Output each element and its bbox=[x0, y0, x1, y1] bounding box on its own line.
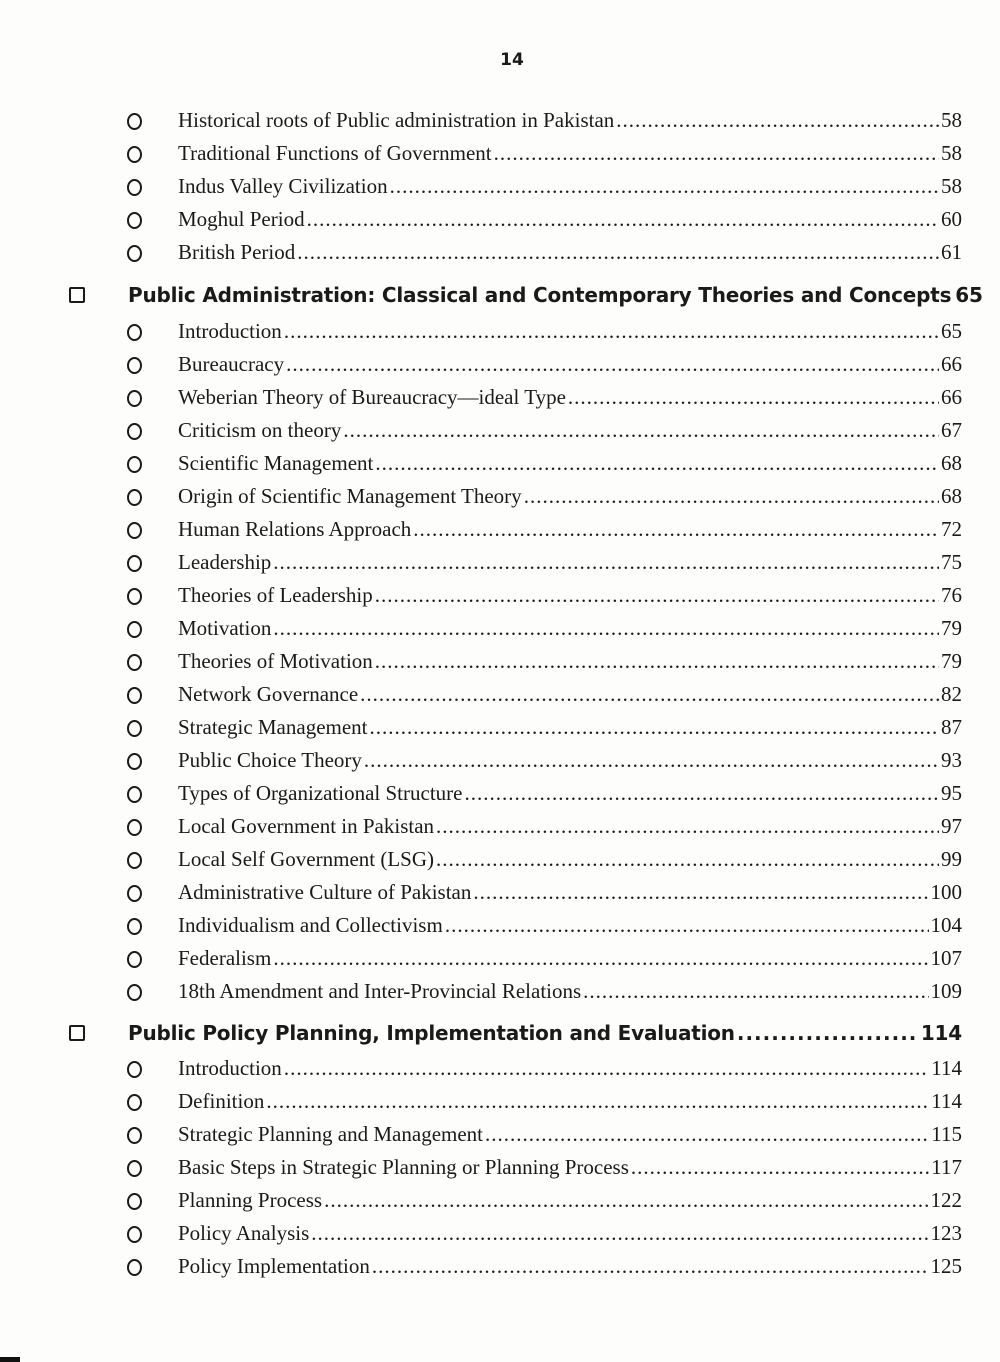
dot-leader bbox=[286, 348, 939, 381]
circle-bullet-icon bbox=[127, 621, 142, 638]
toc-entry-page: 115 bbox=[931, 1122, 962, 1146]
dot-leader bbox=[375, 645, 939, 678]
toc-entry-title: Types of Organizational Structure bbox=[178, 781, 463, 805]
toc-entry-title: Strategic Management bbox=[178, 715, 368, 739]
scan-edge-mark bbox=[0, 1357, 20, 1362]
toc-entry bbox=[178, 480, 962, 513]
circle-bullet-icon bbox=[127, 786, 142, 803]
dot-leader bbox=[284, 1052, 929, 1085]
circle-bullet-icon bbox=[127, 720, 142, 737]
toc-entry bbox=[178, 315, 962, 348]
toc-entry-page: 68 bbox=[941, 451, 962, 475]
dot-leader bbox=[273, 612, 939, 645]
dot-leader bbox=[436, 843, 939, 876]
toc-entry-title: Indus Valley Civilization bbox=[178, 174, 388, 198]
toc-entry-page: 104 bbox=[930, 913, 962, 937]
dot-leader bbox=[473, 876, 928, 909]
circle-bullet-icon bbox=[127, 951, 142, 968]
toc-entry-page: 95 bbox=[941, 781, 962, 805]
circle-bullet-icon bbox=[127, 179, 142, 196]
toc-entry-title: Theories of Leadership bbox=[178, 583, 373, 607]
toc-entry bbox=[178, 104, 962, 137]
dot-leader bbox=[413, 513, 939, 546]
circle-bullet-icon bbox=[127, 1193, 142, 1210]
circle-bullet-icon bbox=[127, 456, 142, 473]
toc-entry-title: Local Self Government (LSG) bbox=[178, 847, 435, 871]
toc-entry bbox=[178, 1118, 962, 1151]
toc-entry bbox=[178, 203, 962, 236]
toc-entry-page: 58 bbox=[941, 141, 962, 165]
toc-entry-page: 68 bbox=[941, 484, 962, 508]
circle-bullet-icon bbox=[127, 390, 142, 407]
circle-bullet-icon bbox=[127, 212, 142, 229]
dot-leader bbox=[273, 546, 939, 579]
toc-entry-title: Individualism and Collectivism bbox=[178, 913, 443, 937]
toc-entry-page: 122 bbox=[930, 1188, 962, 1212]
toc-entry-title: Weberian Theory of Bureaucracy—ideal Type bbox=[178, 385, 566, 409]
toc-entry-title: Basic Steps in Strategic Planning or Planning Process bbox=[178, 1155, 629, 1179]
circle-bullet-icon bbox=[127, 489, 142, 506]
toc-entry bbox=[178, 876, 962, 909]
dot-leader bbox=[485, 1118, 929, 1151]
toc-entry-page: 75 bbox=[941, 550, 962, 574]
toc-entry bbox=[178, 137, 962, 170]
toc-entry bbox=[178, 612, 962, 645]
toc-entry bbox=[178, 810, 962, 843]
toc-entry bbox=[178, 513, 962, 546]
dot-leader bbox=[372, 1250, 929, 1283]
toc-entry-title: Public Choice Theory bbox=[178, 748, 362, 772]
dot-leader bbox=[266, 1085, 929, 1118]
toc-entry bbox=[178, 414, 962, 447]
dot-leader bbox=[436, 810, 939, 843]
dot-leader bbox=[284, 315, 939, 348]
toc-entry-page: 99 bbox=[941, 847, 962, 871]
toc-section-title: Public Policy Planning, Implementation and Evaluation bbox=[128, 1021, 735, 1045]
toc-entry-title: Origin of Scientific Management Theory bbox=[178, 484, 522, 508]
circle-bullet-icon bbox=[127, 555, 142, 572]
toc-entry-title: Administrative Culture of Pakistan bbox=[178, 880, 472, 904]
toc-section bbox=[128, 1017, 962, 1050]
toc-entry-page: 67 bbox=[941, 418, 962, 442]
toc-entry bbox=[178, 777, 962, 810]
dot-leader bbox=[324, 1184, 928, 1217]
toc-entry bbox=[178, 546, 962, 579]
toc-entry-page: 87 bbox=[941, 715, 962, 739]
toc-entry-title: Network Governance bbox=[178, 682, 359, 706]
circle-bullet-icon bbox=[127, 522, 142, 539]
toc-entry-page: 100 bbox=[930, 880, 962, 904]
toc-entry bbox=[178, 1250, 962, 1283]
toc-entry-page: 60 bbox=[941, 207, 962, 231]
toc-entry-title: Definition bbox=[178, 1089, 265, 1113]
circle-bullet-icon bbox=[127, 1127, 142, 1144]
toc-entry bbox=[178, 942, 962, 975]
toc-entry-page: 61 bbox=[941, 240, 962, 264]
toc-entry-title: Theories of Motivation bbox=[178, 649, 373, 673]
dot-leader bbox=[583, 975, 928, 1008]
dot-leader bbox=[370, 711, 939, 744]
toc-entry-page: 58 bbox=[941, 174, 962, 198]
toc-entry-page: 114 bbox=[931, 1089, 962, 1113]
square-bullet-icon bbox=[69, 287, 85, 303]
circle-bullet-icon bbox=[127, 852, 142, 869]
toc-entry-page: 114 bbox=[931, 1056, 962, 1080]
toc-entry bbox=[178, 678, 962, 711]
toc-entry-title: Motivation bbox=[178, 616, 272, 640]
circle-bullet-icon bbox=[127, 324, 142, 341]
circle-bullet-icon bbox=[127, 357, 142, 374]
toc-entry bbox=[178, 843, 962, 876]
toc-entry-title: Scientific Management bbox=[178, 451, 374, 475]
dot-leader bbox=[445, 909, 929, 942]
dot-leader bbox=[631, 1151, 929, 1184]
dot-leader bbox=[297, 236, 939, 269]
toc-entry-page: 109 bbox=[930, 979, 962, 1003]
circle-bullet-icon bbox=[127, 819, 142, 836]
toc-entry-page: 66 bbox=[941, 352, 962, 376]
circle-bullet-icon bbox=[127, 1259, 142, 1276]
toc-entry-title: Local Government in Pakistan bbox=[178, 814, 435, 838]
dot-leader bbox=[375, 447, 939, 480]
toc-entry bbox=[178, 1217, 962, 1250]
toc-entry bbox=[178, 1184, 962, 1217]
circle-bullet-icon bbox=[127, 113, 142, 130]
toc-entry-title: Human Relations Approach bbox=[178, 517, 412, 541]
circle-bullet-icon bbox=[127, 654, 142, 671]
toc-entry bbox=[178, 1085, 962, 1118]
circle-bullet-icon bbox=[127, 753, 142, 770]
dot-leader bbox=[568, 381, 939, 414]
circle-bullet-icon bbox=[127, 245, 142, 262]
toc-entry-page: 97 bbox=[941, 814, 962, 838]
toc-entry-page: 79 bbox=[941, 649, 962, 673]
toc-entry bbox=[178, 348, 962, 381]
square-bullet-icon bbox=[69, 1025, 85, 1041]
toc-entry-title: Moghul Period bbox=[178, 207, 305, 231]
toc-entry-page: 58 bbox=[941, 108, 962, 132]
dot-leader bbox=[616, 104, 939, 137]
circle-bullet-icon bbox=[127, 423, 142, 440]
toc-entry bbox=[178, 744, 962, 777]
toc-entry-page: 66 bbox=[941, 385, 962, 409]
circle-bullet-icon bbox=[127, 918, 142, 935]
dot-leader bbox=[390, 170, 939, 203]
toc-entry-page: 82 bbox=[941, 682, 962, 706]
circle-bullet-icon bbox=[127, 146, 142, 163]
circle-bullet-icon bbox=[127, 1226, 142, 1243]
dot-leader bbox=[464, 777, 939, 810]
toc-entry-title: Leadership bbox=[178, 550, 272, 574]
toc-entry bbox=[178, 447, 962, 480]
toc-entry-page: 76 bbox=[941, 583, 962, 607]
circle-bullet-icon bbox=[127, 1061, 142, 1078]
dot-leader bbox=[524, 480, 939, 513]
toc-entry-page: 72 bbox=[941, 517, 962, 541]
circle-bullet-icon bbox=[127, 885, 142, 902]
toc-entry-page: 123 bbox=[930, 1221, 962, 1245]
toc-section-page: 65 bbox=[955, 283, 983, 307]
toc-entry-title: Traditional Functions of Government bbox=[178, 141, 492, 165]
toc-entry-title: Introduction bbox=[178, 1056, 282, 1080]
page-number: 14 bbox=[500, 50, 524, 70]
toc-entry bbox=[178, 579, 962, 612]
dot-leader bbox=[360, 678, 939, 711]
toc-entry bbox=[178, 909, 962, 942]
toc-entry bbox=[178, 236, 962, 269]
toc-entry bbox=[178, 975, 962, 1008]
toc-entry bbox=[178, 1052, 962, 1085]
dot-leader bbox=[375, 579, 939, 612]
toc-section-title: Public Administration: Classical and Contemporary Theories and Concepts bbox=[128, 283, 952, 307]
toc-entry-title: Introduction bbox=[178, 319, 282, 343]
toc-entry bbox=[178, 381, 962, 414]
toc-entry-page: 117 bbox=[931, 1155, 962, 1179]
toc-entry-page: 79 bbox=[941, 616, 962, 640]
toc-entry bbox=[178, 1151, 962, 1184]
circle-bullet-icon bbox=[127, 687, 142, 704]
dot-leader bbox=[311, 1217, 928, 1250]
dot-leader bbox=[494, 137, 939, 170]
dot-leader bbox=[364, 744, 939, 777]
circle-bullet-icon bbox=[127, 1094, 142, 1111]
toc-entry-title: Bureaucracy bbox=[178, 352, 285, 376]
dot-leader bbox=[737, 1017, 919, 1050]
toc-entry-page: 93 bbox=[941, 748, 962, 772]
circle-bullet-icon bbox=[127, 1160, 142, 1177]
toc-entry-page: 107 bbox=[930, 946, 962, 970]
toc-entry-title: Strategic Planning and Management bbox=[178, 1122, 484, 1146]
toc-entry-title: Policy Analysis bbox=[178, 1221, 310, 1245]
toc-entry-title: Federalism bbox=[178, 946, 272, 970]
dot-leader bbox=[307, 203, 939, 236]
toc-entry bbox=[178, 711, 962, 744]
toc-entry bbox=[178, 645, 962, 678]
circle-bullet-icon bbox=[127, 588, 142, 605]
toc-entry-title: 18th Amendment and Inter-Provincial Relations bbox=[178, 979, 582, 1003]
toc-entry-title: Policy Implementation bbox=[178, 1254, 370, 1278]
toc-entry-page: 125 bbox=[930, 1254, 962, 1278]
dot-leader bbox=[273, 942, 928, 975]
toc-entry-title: Planning Process bbox=[178, 1188, 323, 1212]
circle-bullet-icon bbox=[127, 984, 142, 1001]
toc-entry-title: Criticism on theory bbox=[178, 418, 342, 442]
dot-leader bbox=[343, 414, 939, 447]
toc-section-page: 114 bbox=[920, 1021, 962, 1045]
toc-section bbox=[128, 279, 983, 312]
toc-entry-page: 65 bbox=[941, 319, 962, 343]
toc-entry-title: Historical roots of Public administration in Pakistan bbox=[178, 108, 615, 132]
toc-entry-title: British Period bbox=[178, 240, 296, 264]
toc-entry bbox=[178, 170, 962, 203]
